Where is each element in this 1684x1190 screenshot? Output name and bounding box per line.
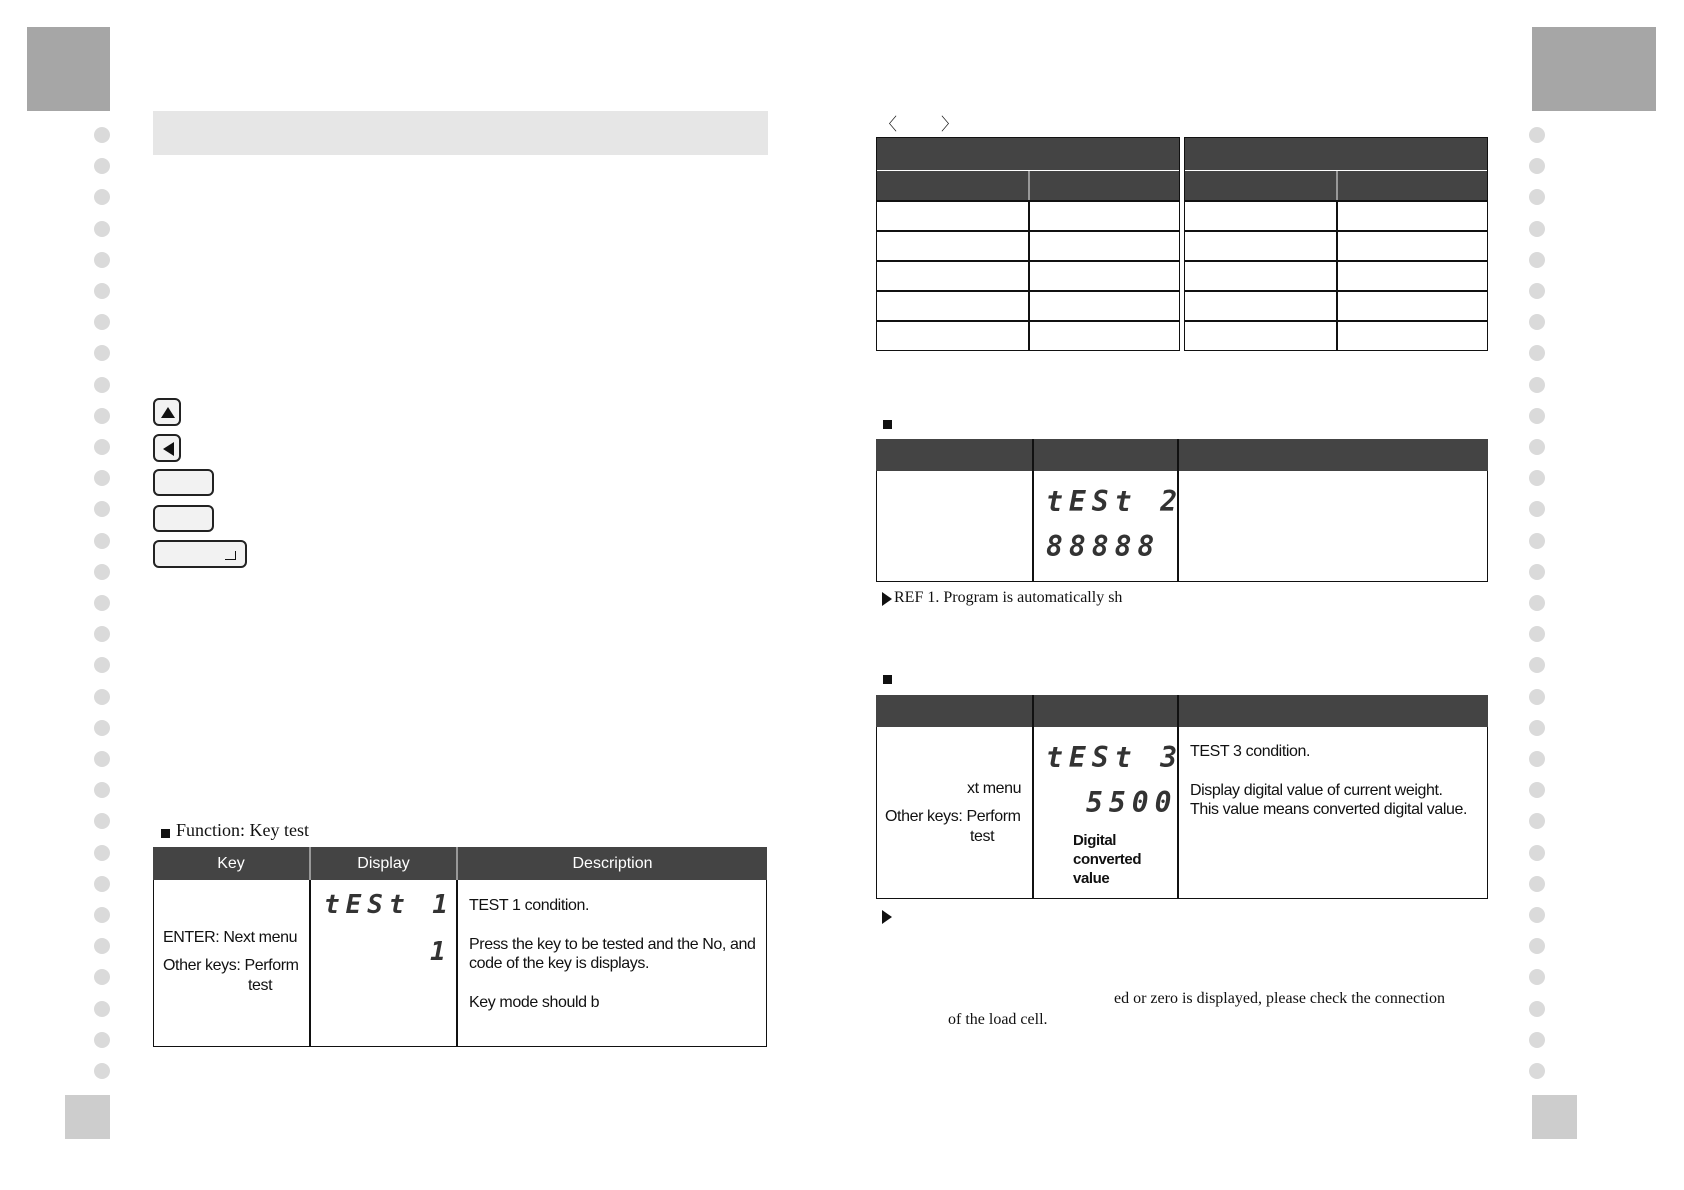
binding-hole <box>1529 751 1545 767</box>
binding-hole <box>94 1001 110 1017</box>
enter-icon <box>225 551 236 560</box>
section-banner <box>153 111 768 155</box>
binding-hole <box>94 595 110 611</box>
binding-hole <box>94 408 110 424</box>
note-arrow-icon <box>882 910 892 924</box>
column-header-key: Key <box>217 855 245 872</box>
binding-hole <box>1529 533 1545 549</box>
binding-hole <box>94 345 110 361</box>
binding-hole <box>94 564 110 580</box>
key-cell-line: xt menu <box>967 780 1022 797</box>
display-label-line: Digital <box>1073 832 1117 849</box>
binding-hole <box>1529 439 1545 455</box>
lcd-display-line: 1 <box>430 937 452 967</box>
function-key-2 <box>153 505 214 532</box>
binding-hole <box>1529 657 1545 673</box>
description-line: code of the key is displays. <box>469 955 650 972</box>
binding-hole <box>1529 1032 1545 1048</box>
binding-hole <box>94 221 110 237</box>
binding-hole <box>1529 689 1545 705</box>
column-divider <box>1028 200 1030 351</box>
binding-hole <box>1529 876 1545 892</box>
binding-hole <box>1529 377 1545 393</box>
binding-holes-left <box>94 0 110 1190</box>
binding-hole <box>94 533 110 549</box>
display-label-line: converted <box>1073 851 1142 868</box>
binding-hole <box>94 439 110 455</box>
footer-note-line: ed or zero is displayed, please check the connection <box>1114 990 1445 1007</box>
binding-hole <box>1529 283 1545 299</box>
binding-hole <box>1529 501 1545 517</box>
binding-hole <box>94 189 110 205</box>
binding-hole <box>1529 720 1545 736</box>
binding-hole <box>94 470 110 486</box>
description-line: Key mode should b <box>469 994 600 1011</box>
bullet-square <box>161 829 170 838</box>
binding-hole <box>94 252 110 268</box>
binding-hole <box>94 1032 110 1048</box>
binding-hole <box>94 845 110 861</box>
binding-hole <box>94 314 110 330</box>
table-header <box>876 439 1488 471</box>
description-line: Press the key to be tested and the No, and <box>469 936 756 953</box>
key-cell-line: Other keys: Perform <box>885 808 1021 825</box>
binding-hole <box>1529 938 1545 954</box>
binding-hole <box>1529 408 1545 424</box>
note-arrow-icon <box>882 592 892 606</box>
key-cell-line: test <box>248 977 273 994</box>
corner-block-top-right <box>1532 27 1656 111</box>
bullet-square <box>883 420 892 429</box>
binding-hole <box>94 283 110 299</box>
binding-hole <box>94 907 110 923</box>
binding-hole <box>1529 314 1545 330</box>
display-label-line: value <box>1073 870 1110 887</box>
nav-bracket-right: 〉 <box>941 115 958 134</box>
column-divider <box>1032 439 1034 582</box>
key-test-heading: Function: Key test <box>176 820 309 840</box>
function-key-1 <box>153 469 214 496</box>
binding-hole <box>94 938 110 954</box>
binding-hole <box>1529 221 1545 237</box>
binding-hole <box>1529 845 1545 861</box>
binding-holes-right <box>1529 0 1545 1190</box>
ref-note: REF 1. Program is automatically sh <box>894 589 1123 606</box>
binding-hole <box>1529 907 1545 923</box>
binding-hole <box>1529 1063 1545 1079</box>
up-arrow-icon <box>161 407 175 418</box>
enter-key <box>153 540 247 568</box>
binding-hole <box>1529 345 1545 361</box>
binding-hole <box>1529 189 1545 205</box>
lcd-display-line: tESt 2 <box>1046 485 1184 518</box>
binding-hole <box>94 127 110 143</box>
binding-hole <box>1529 626 1545 642</box>
description-line: TEST 3 condition. <box>1190 743 1311 760</box>
binding-hole <box>1529 782 1545 798</box>
lcd-display-line: 5500 <box>1086 786 1178 819</box>
column-header-description: Description <box>572 855 653 872</box>
column-divider <box>1032 695 1034 899</box>
binding-hole <box>1529 564 1545 580</box>
footer-note-line: of the load cell. <box>948 1011 1048 1028</box>
binding-hole <box>94 158 110 174</box>
lcd-display-line: tESt 3 <box>1046 741 1184 774</box>
binding-hole <box>1529 158 1545 174</box>
binding-hole <box>1529 1001 1545 1017</box>
binding-hole <box>94 876 110 892</box>
left-arrow-icon <box>163 442 174 456</box>
binding-hole <box>94 720 110 736</box>
left-key <box>153 434 181 462</box>
binding-hole <box>1529 969 1545 985</box>
binding-hole <box>94 782 110 798</box>
lcd-display-line: 88888 <box>1046 530 1161 563</box>
binding-hole <box>1529 127 1545 143</box>
key-cell-line: Other keys: Perform <box>163 957 299 974</box>
binding-hole <box>94 969 110 985</box>
description-line: TEST 1 condition. <box>469 897 590 914</box>
nav-bracket-left: 〈 <box>880 115 897 134</box>
binding-hole <box>1529 813 1545 829</box>
key-cell-line: ENTER: Next menu <box>163 929 298 946</box>
binding-hole <box>94 626 110 642</box>
description-line: This value means converted digital value. <box>1190 801 1468 818</box>
binding-hole <box>94 751 110 767</box>
bullet-square <box>883 675 892 684</box>
binding-hole <box>94 1063 110 1079</box>
binding-hole <box>1529 470 1545 486</box>
column-header-display: Display <box>357 855 410 872</box>
binding-hole <box>1529 252 1545 268</box>
binding-hole <box>1529 595 1545 611</box>
column-divider <box>1336 200 1338 351</box>
binding-hole <box>94 377 110 393</box>
binding-hole <box>94 657 110 673</box>
table-header <box>876 695 1488 727</box>
description-line: Display digital value of current weight. <box>1190 782 1443 799</box>
binding-hole <box>94 501 110 517</box>
key-cell-line: test <box>970 828 995 845</box>
lcd-display-line: tESt 1 <box>324 890 454 920</box>
up-key <box>153 398 181 426</box>
binding-hole <box>94 813 110 829</box>
binding-hole <box>94 689 110 705</box>
